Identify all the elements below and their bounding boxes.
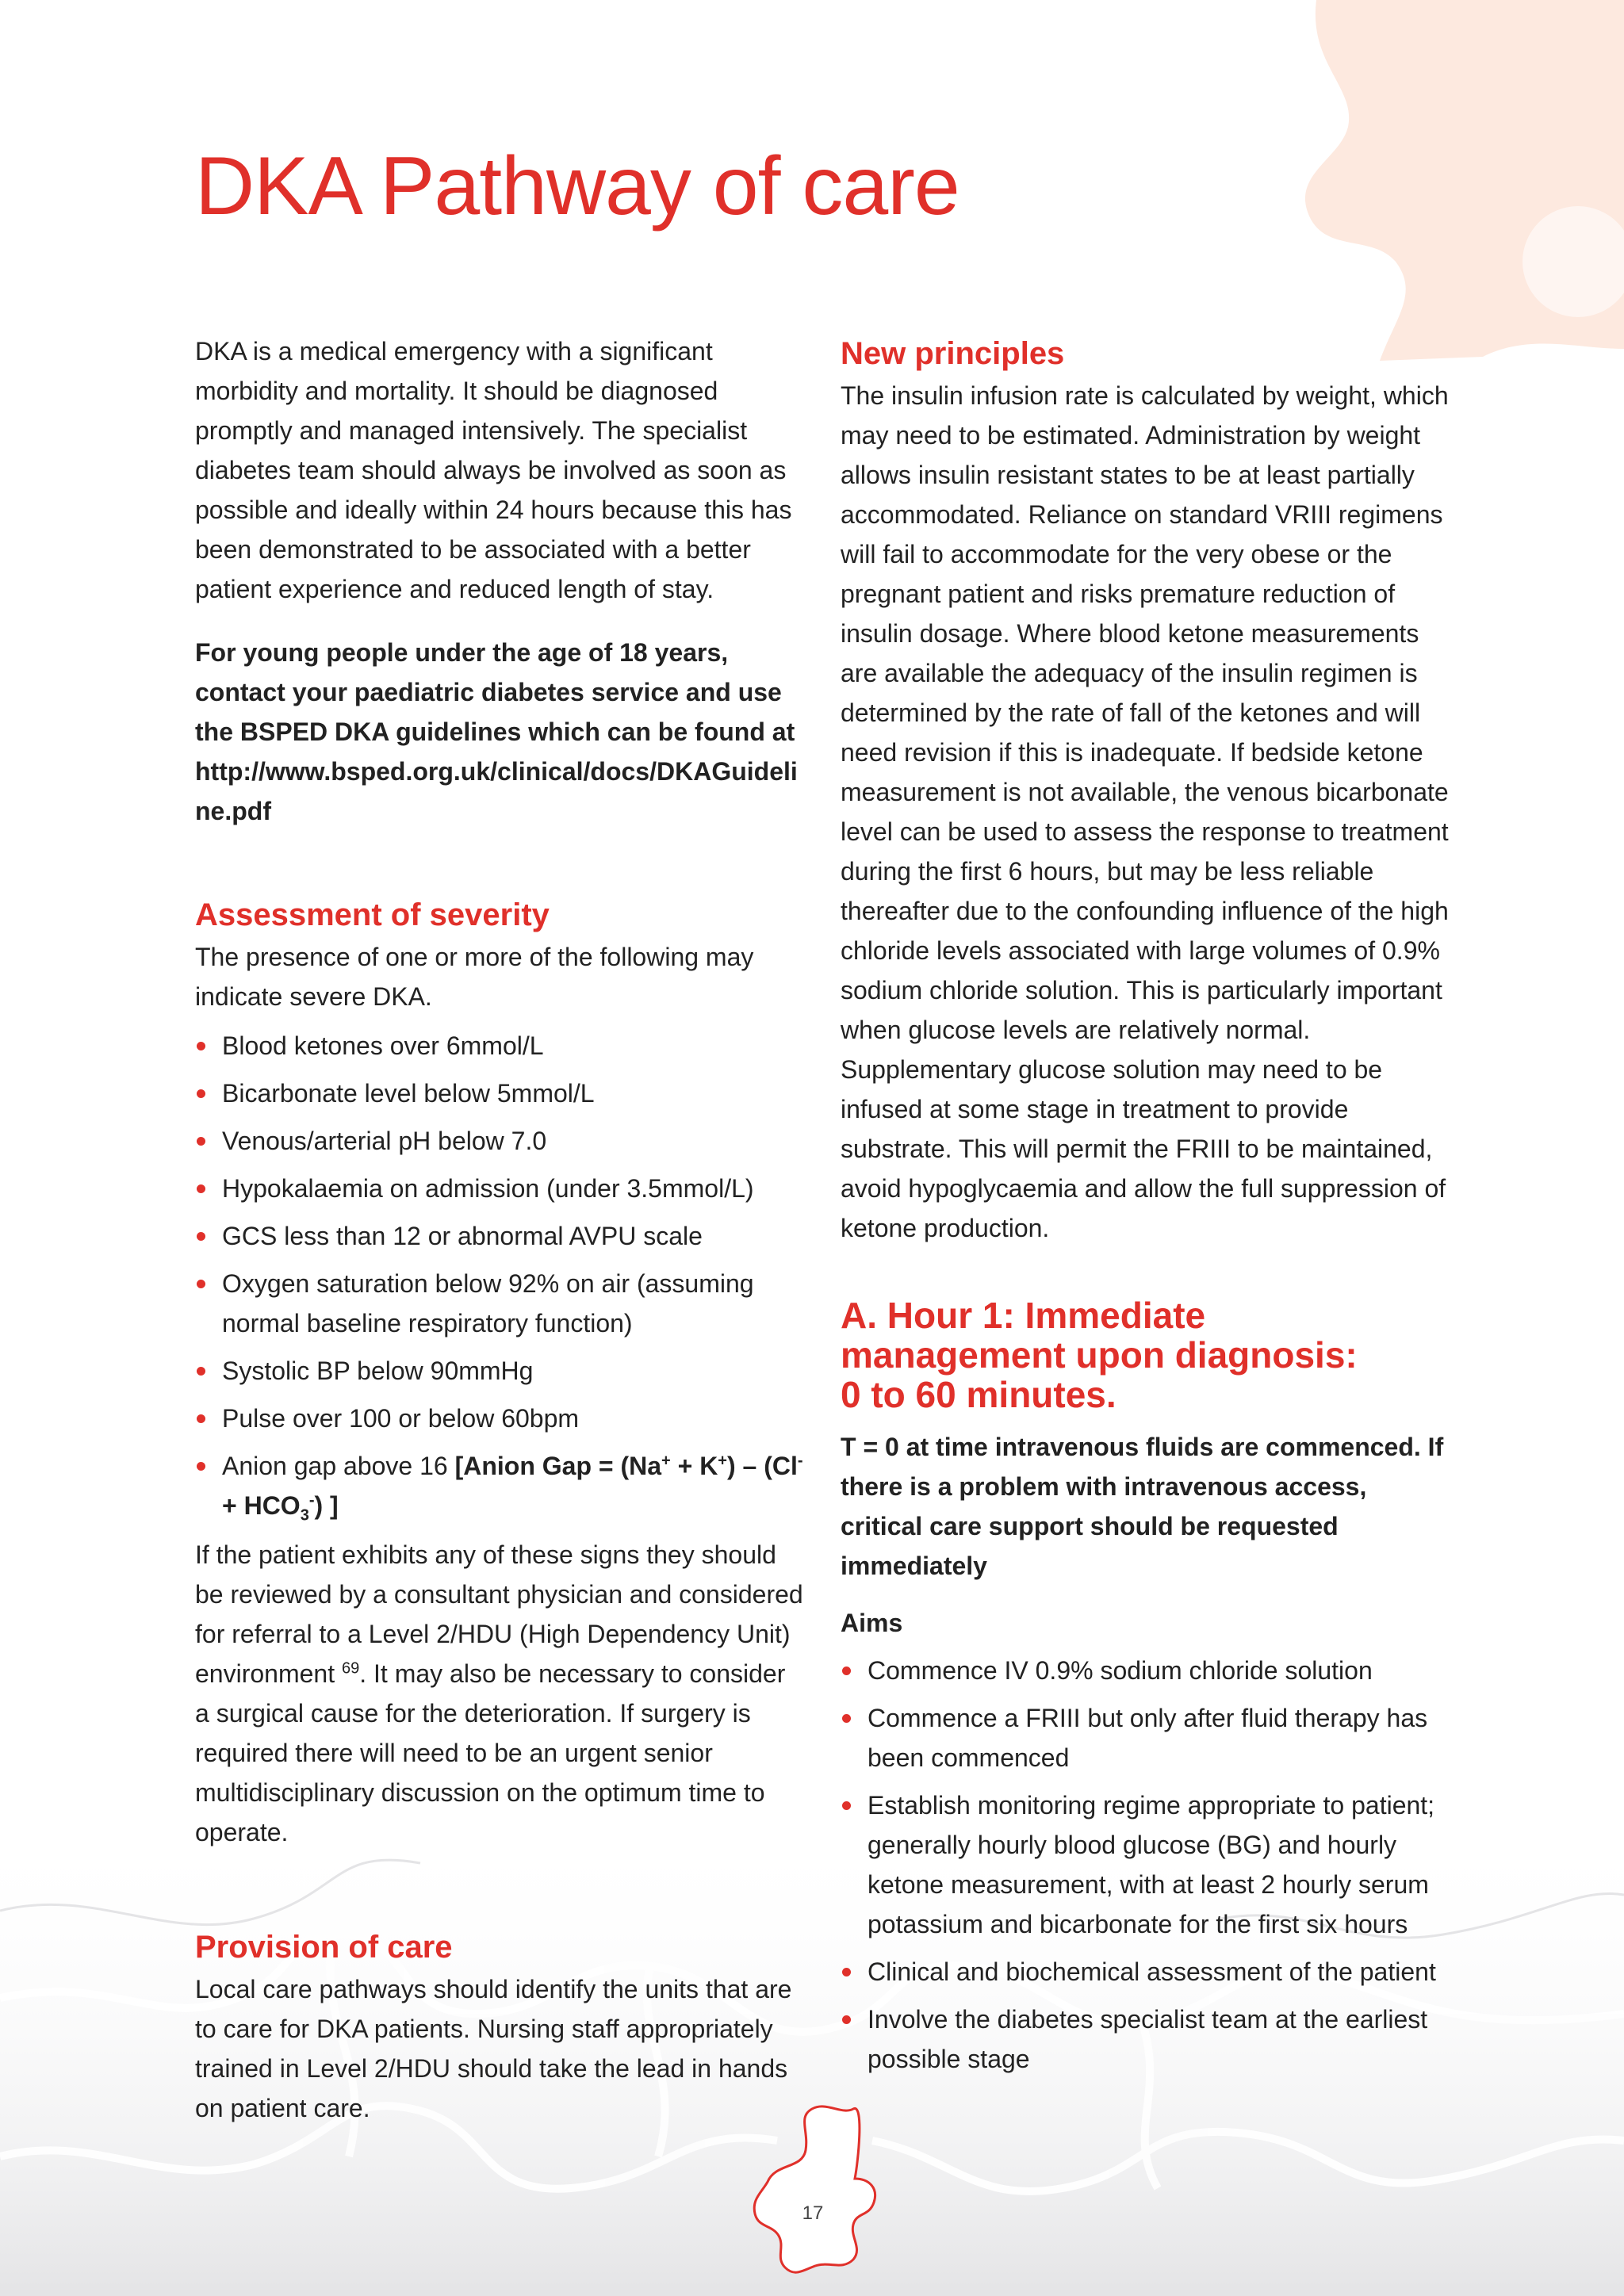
bsped-guideline-link[interactable]: http://www.bsped.org.uk/clinical/docs/DKAGuideline.pdf — [195, 757, 798, 825]
list-item: Blood ketones over 6mmol/L — [195, 1026, 806, 1066]
anion-gap-text: Anion gap above 16 — [222, 1452, 448, 1480]
page-number: 17 — [802, 2202, 824, 2224]
list-item: Pulse over 100 or below 60bpm — [195, 1399, 806, 1438]
list-item: Venous/arterial pH below 7.0 — [195, 1121, 806, 1161]
principles-heading: New principles — [841, 336, 1065, 371]
page-title: DKA Pathway of care — [195, 140, 959, 232]
paediatric-note — [195, 633, 806, 831]
left-column — [195, 331, 806, 2128]
list-item: Establish monitoring regime appropriate to patient; generally hourly blood glucose (BG) and hourly ketone measurement, with at least 2 hourly serum potassium and bicarbonate for the first six hours — [841, 1785, 1451, 1944]
aims-list — [841, 1651, 1451, 2079]
assessment-heading: Assessment of severity — [195, 897, 550, 932]
list-item: Hypokalaemia on admission (under 3.5mmol/L) — [195, 1169, 806, 1208]
anion-gap-item — [195, 1446, 806, 1525]
list-item: Bicarbonate level below 5mmol/L — [195, 1073, 806, 1113]
assessment-intro: The presence of one or more of the following may indicate severe DKA. — [195, 943, 754, 1011]
aims-heading: Aims — [841, 1609, 903, 1637]
referral-paragraph: If the patient exhibits any of these signs they should be reviewed by a consultant physician and considered for referral to a Level 2/HDU (High Dependency Unit) environment $^{69}$. It may also be necessary to consider a surgical cause for the deterioration. If surgery is required there will need to be an urgent senior multidisciplinary discussion on the optimum time to operate. — [195, 1540, 803, 1846]
list-item: Systolic BP below 90mmHg — [195, 1351, 806, 1391]
intro-paragraph: DKA is a medical emergency with a significant morbidity and mortality. It should be diagnosed promptly and managed intensively. The specialist diabetes team should always be involved as soon as possible and ideally within 24 hours because this has been demonstrated to be associated with a better patient experience and reduced length of stay. — [195, 337, 792, 603]
list-item: Involve the diabetes specialist team at the earliest possible stage — [841, 1999, 1451, 2079]
list-item: Commence IV 0.9% sodium chloride solution — [841, 1651, 1451, 1690]
citation-ref: 69 — [341, 1659, 360, 1678]
principles-paragraph: The insulin infusion rate is calculated by weight, which may need to be estimated. Administration by weight allows insulin resistant states to be at least partially accommodated. Reliance on standard VRIII regimens will fail to accommodate for the very obese or the pregnant patient and risks premature reduction of insulin dosage. Where blood ketone measurements are available the adequacy of the insulin regimen is determined by the rate of fall of the ketones and will need revision if this is inadequate. If bedside ketone measurement is not available, the venous bicarbonate level can be used to assess the response to treatment during the first 6 hours, but may be less reliable thereafter due to the confounding influence of the high chloride levels associated with large volumes of 0.9% sodium chloride solution. This is particularly important when glucose levels are relatively normal. Supplementary glucose solution may need to be infused at some stage in treatment to provide substrate. This will permit the FRIII to be maintained, avoid hypoglycaemia and allow the full suppression of ketone production. — [841, 381, 1449, 1242]
list-item: Clinical and biochemical assessment of the patient — [841, 1952, 1451, 1992]
provision-paragraph: Local care pathways should identify the units that are to care for DKA patients. Nursing staff appropriately trained in Level 2/HDU should take the lead in hands on patient care. — [195, 1975, 792, 2122]
list-item: Oxygen saturation below 92% on air (assuming normal baseline respiratory function) — [195, 1264, 806, 1343]
severity-criteria-list — [195, 1026, 806, 1525]
provision-heading: Provision of care — [195, 1930, 453, 1965]
list-item: GCS less than 12 or abnormal AVPU scale — [195, 1216, 806, 1256]
hour1-note: T = 0 at time intravenous fluids are commenced. If there is a problem with intravenous access, critical care support should be requested immediately — [841, 1433, 1444, 1580]
anion-gap-formula: [Anion Gap = $(Na^+ + K^+) - (Cl^- + HCO_3^-)$ ] — [222, 1452, 803, 1525]
list-item: Commence a FRIII but only after fluid therapy has been commenced — [841, 1698, 1451, 1777]
hour1-heading: A. Hour 1: Immediate management upon diagnosis: 0 to 60 minutes. — [841, 1295, 1358, 1415]
paediatric-note-text: For young people under the age of 18 years, contact your paediatric diabetes service and use the BSPED DKA guidelines which can be found at — [195, 638, 795, 746]
right-column — [841, 331, 1451, 2087]
